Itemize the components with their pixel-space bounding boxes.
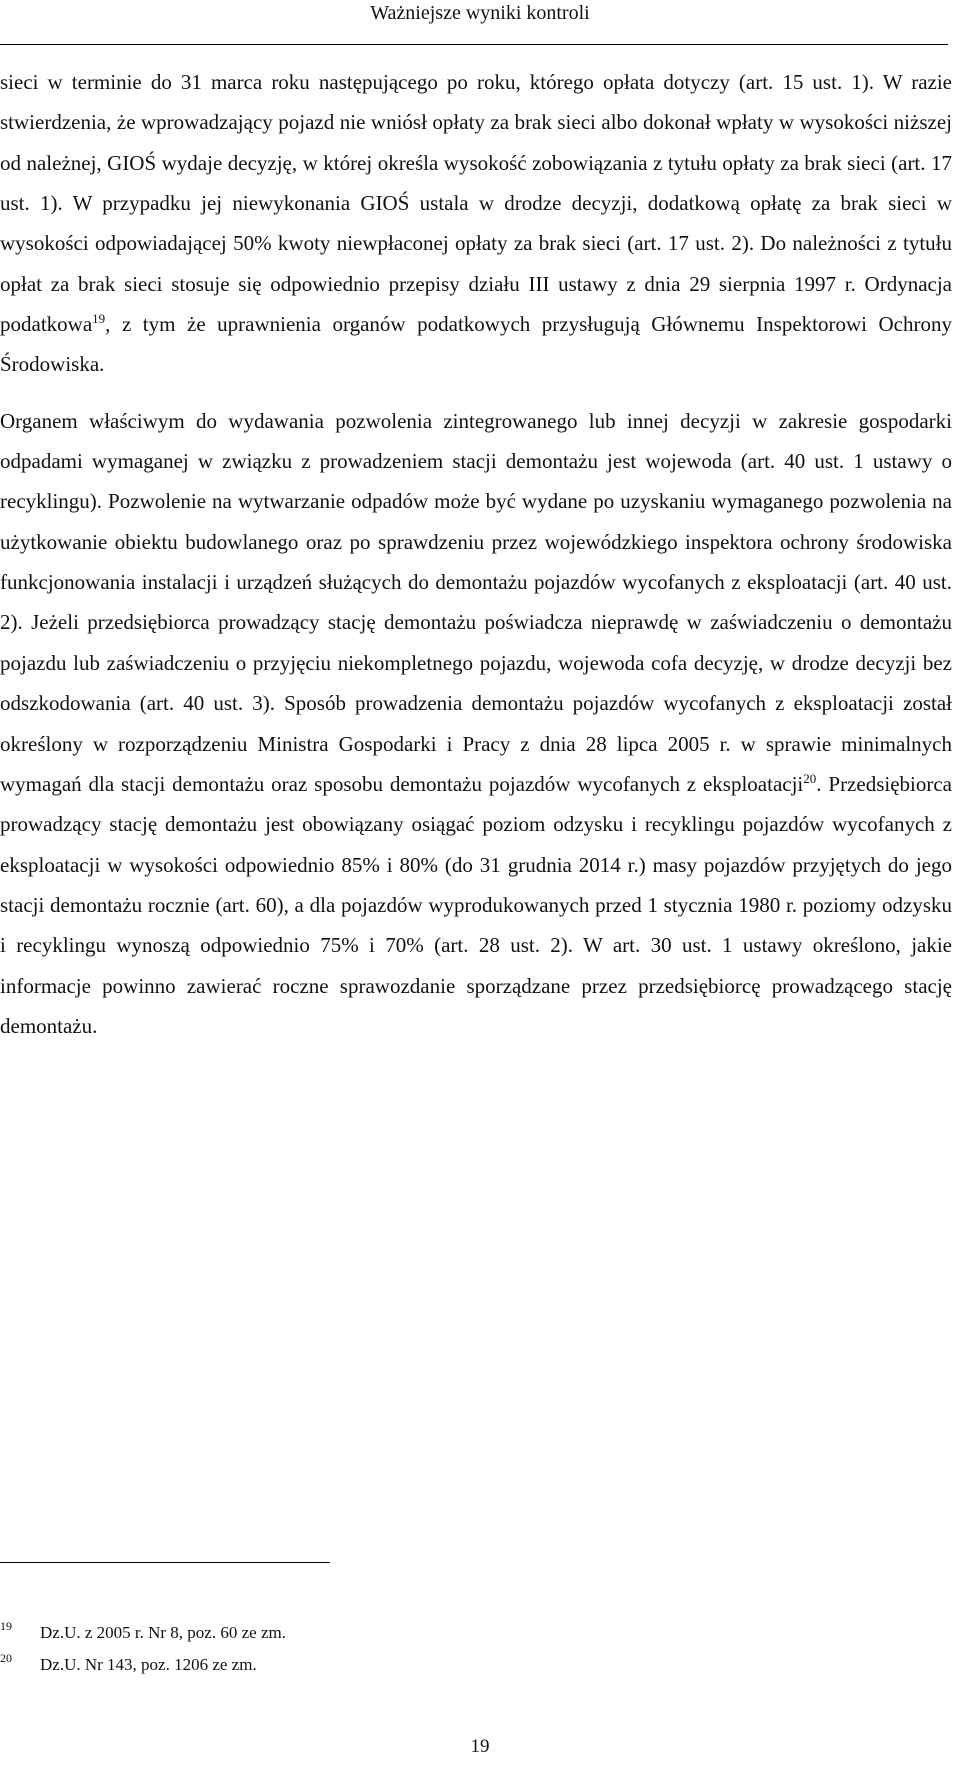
footnote-number: 19 — [0, 1619, 12, 1633]
main-text — [0, 62, 952, 1046]
paragraph-text: , z tym że uprawnienia organów podatkowych przysługują Głównemu Inspektorowi Ochrony Środowiska. — [0, 312, 952, 377]
footnote-text: Dz.U. Nr 143, poz. 1206 ze zm. — [40, 1655, 257, 1674]
header-divider — [0, 44, 948, 45]
footnote-text: Dz.U. z 2005 r. Nr 8, poz. 60 ze zm. — [40, 1623, 286, 1642]
footnote-divider — [0, 1562, 330, 1563]
paragraph — [0, 62, 952, 385]
page-number: 19 — [470, 1736, 490, 1757]
paragraph — [0, 401, 952, 1047]
footnote — [0, 1617, 800, 1649]
running-header: Ważniejsze wyniki kontroli — [370, 2, 590, 24]
footnote-reference[interactable]: 20 — [803, 770, 817, 786]
footnote-number: 20 — [0, 1651, 12, 1665]
footnotes — [0, 1617, 800, 1681]
paragraph-text: Organem właściwym do wydawania pozwolenia zintegrowanego lub innej decyzji w zakresie gospodarki odpadami wymaganej w związku z prowadzeniem stacji demontażu jest wojewoda (art. 40 ust. 1 ustawy o recyklingu). Pozwolenie na wytwarzanie odpadów może być wydane po uzyskaniu wymaganego pozwolenia na użytkowanie obiektu budowlanego oraz po sprawdzeniu przez wojewódzkiego inspektora ochrony środowiska funkcjonowania instalacji i urządzeń służących do demontażu pojazdów wycofanych z eksploatacji (art. 40 ust. 2). Jeżeli przedsiębiorca prowadzący stację demontażu poświadcza nieprawdę w zaświadczeniu o demontażu pojazdu lub zaświadczeniu o przyjęciu niekompletnego pojazdu, wojewoda cofa decyzję, w drodze decyzji bez odszkodowania (art. 40 ust. 3). Sposób prowadzenia demontażu pojazdów wycofanych z eksploatacji został określony w rozporządzeniu Ministra Gospodarki i Pracy z dnia 28 lipca 2005 r. w sprawie minimalnych wymagań dla stacji demontażu oraz sposobu demontażu pojazdów wycofanych z eksploatacji — [0, 408, 952, 796]
footnote — [0, 1649, 800, 1681]
footnote-reference[interactable]: 19 — [92, 311, 106, 327]
paragraph-text: sieci w terminie do 31 marca roku następującego po roku, którego opłata dotyczy (art. 15 ust. 1). W razie stwierdzenia, że wprowadzający pojazd nie wniósł opłaty za brak sieci albo dokonał wpłaty w wysokości niższej od należnej, GIOŚ wydaje decyzję, w której określa wysokość zobowiązania z tytułu opłaty za brak sieci (art. 17 ust. 1). W przypadku jej niewykonania GIOŚ ustala w drodze decyzji, dodatkową opłatę za brak sieci w wysokości odpowiadającej 50% kwoty niewpłaconej opłaty za brak sieci (art. 17 ust. 2). Do należności z tytułu opłat za brak sieci stosuje się odpowiednio przepisy działu III ustawy z dnia 29 sierpnia 1997 r. Ordynacja podatkowa — [0, 70, 952, 337]
paragraph-text: . Przedsiębiorca prowadzący stację demontażu jest obowiązany osiągać poziom odzysku i recyklingu pojazdów wycofanych z eksploatacji w wysokości odpowiednio 85% i 80% (do 31 grudnia 2014 r.) masy pojazdów przyjętych do jego stacji demontażu rocznie (art. 60), a dla pojazdów wyprodukowanych przed 1 stycznia 1980 r. poziomy odzysku i recyklingu wynoszą odpowiednio 75% i 70% (art. 28 ust. 2). W art. 30 ust. 1 ustawy określono, jakie informacje powinno zawierać roczne sprawozdanie sporządzane przez przedsiębiorcę prowadzącego stację demontażu. — [0, 771, 952, 1038]
